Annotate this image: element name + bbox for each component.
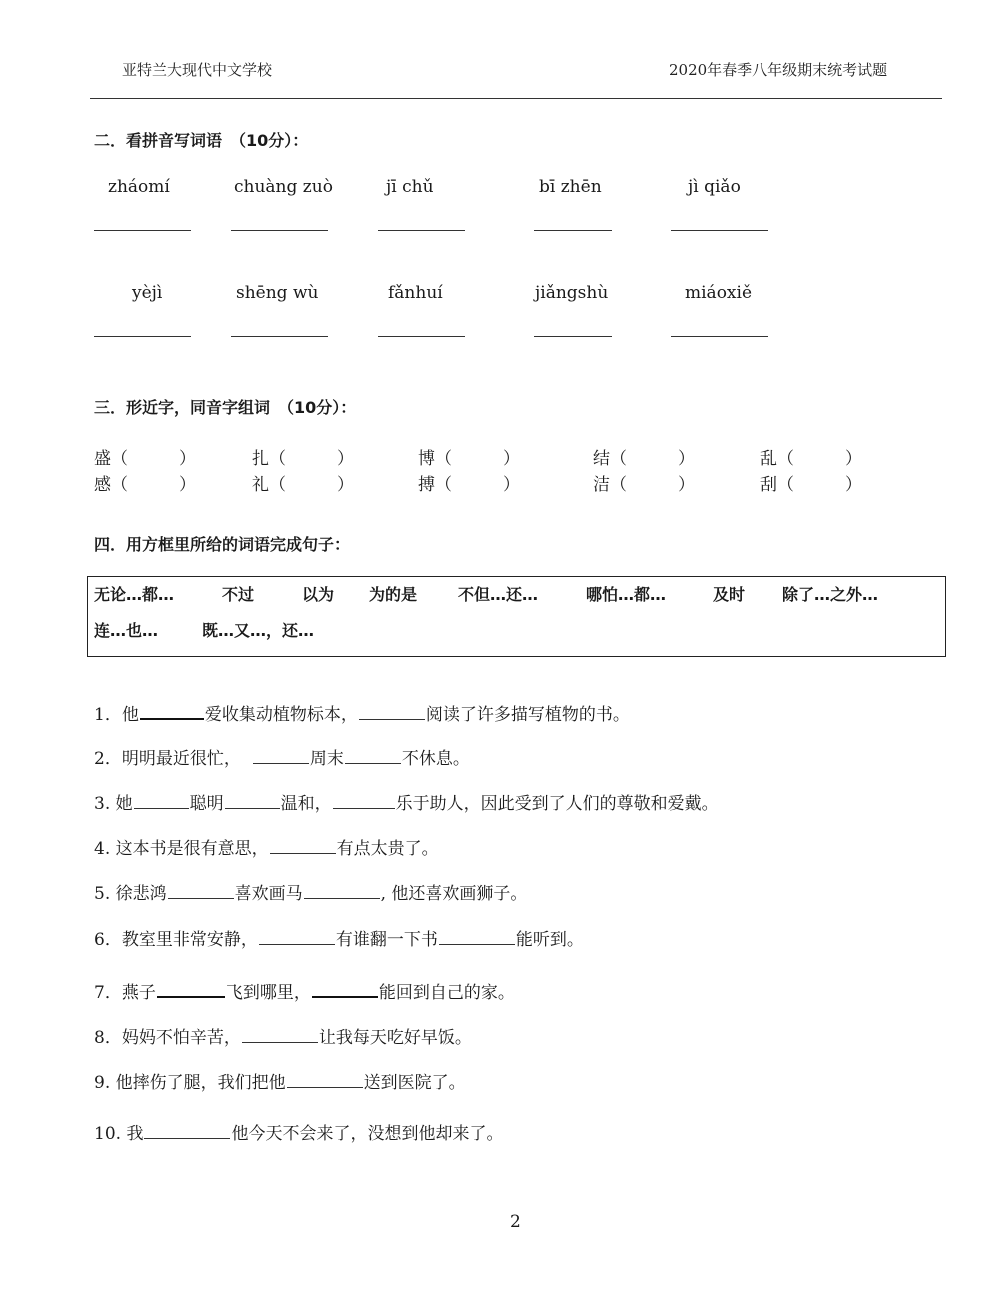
pinyin-item: jiǎngshù	[535, 283, 609, 303]
pinyin-item: chuàng zuò	[234, 177, 333, 197]
section2-title: 二．看拼音写词语 （10分）：	[94, 131, 309, 150]
char-item[interactable]: 扎（ ）	[252, 449, 354, 469]
answer-blank[interactable]	[534, 230, 612, 231]
answer-blank[interactable]	[231, 230, 328, 231]
pinyin-item: fǎnhuí	[388, 283, 443, 303]
answer-blank[interactable]	[333, 794, 395, 809]
question-6: 6．教室里非常安静， 有谁翻一下书 能听到。	[94, 930, 584, 950]
question-3: 3. 她 聪明 温和， 乐于助人，因此受到了人们的尊敬和爱戴。	[94, 794, 719, 814]
pinyin-item: jì qiǎo	[688, 177, 741, 197]
answer-blank[interactable]	[359, 705, 425, 720]
question-4: 4. 这本书是很有意思， 有点太贵了。	[94, 839, 439, 859]
answer-blank[interactable]	[259, 930, 335, 945]
question-10: 10. 我 他今天不会来了，没想到他却来了。	[94, 1124, 504, 1144]
pinyin-item: jī chǔ	[386, 177, 434, 197]
answer-blank[interactable]	[231, 336, 328, 337]
word-bank-item: 为的是	[369, 585, 418, 604]
page-number: 2	[510, 1212, 521, 1232]
word-bank-item: 不过	[222, 585, 255, 604]
char-item[interactable]: 博（ ）	[418, 449, 520, 469]
exam-title: 2020年春季八年级期末统考试题	[669, 61, 888, 79]
question-1: 1．他 爱收集动植物标本， 阅读了许多描写植物的书。	[94, 705, 630, 725]
char-item[interactable]: 礼（ ）	[252, 475, 354, 495]
answer-blank[interactable]	[304, 884, 380, 899]
answer-blank[interactable]	[345, 749, 401, 764]
question-8: 8．妈妈不怕辛苦， 让我每天吃好早饭。	[94, 1028, 472, 1048]
char-item[interactable]: 盛（ ）	[94, 449, 196, 469]
header-divider	[90, 98, 942, 99]
answer-blank[interactable]	[378, 336, 465, 337]
answer-blank[interactable]	[144, 1124, 230, 1139]
word-bank-item: 既…又…，还…	[202, 621, 315, 640]
pinyin-item: zháomí	[108, 177, 170, 197]
answer-blank[interactable]	[671, 230, 768, 231]
answer-blank[interactable]	[94, 336, 191, 337]
question-2: 2．明明最近很忙， 周末 不休息。	[94, 749, 470, 769]
section3-title: 三．形近字，同音字组词 （10分）：	[94, 398, 357, 417]
question-9: 9. 他摔伤了腿，我们把他 送到医院了。	[94, 1073, 466, 1093]
question-7: 7．燕子 飞到哪里， 能回到自己的家。	[94, 983, 515, 1003]
word-bank-item: 除了…之外…	[782, 585, 879, 604]
pinyin-item: bī zhēn	[539, 177, 602, 197]
answer-blank[interactable]	[225, 794, 280, 809]
answer-blank[interactable]	[534, 336, 612, 337]
answer-blank[interactable]	[140, 704, 204, 720]
answer-blank[interactable]	[134, 794, 189, 809]
word-bank-item: 无论…都…	[94, 585, 175, 604]
answer-blank[interactable]	[242, 1028, 318, 1043]
pinyin-item: miáoxiě	[685, 283, 753, 303]
answer-blank[interactable]	[312, 982, 378, 998]
word-bank-item: 哪怕…都…	[586, 585, 667, 604]
char-item[interactable]: 结（ ）	[593, 449, 695, 469]
char-item[interactable]: 搏（ ）	[418, 475, 520, 495]
word-bank-item: 以为	[302, 585, 335, 604]
school-name: 亚特兰大现代中文学校	[122, 61, 273, 79]
answer-blank[interactable]	[168, 884, 234, 899]
char-item[interactable]: 感（ ）	[94, 475, 196, 495]
answer-blank[interactable]	[378, 230, 465, 231]
char-item[interactable]: 洁（ ）	[593, 475, 695, 495]
section4-title: 四．用方框里所给的词语完成句子：	[94, 535, 351, 554]
answer-blank[interactable]	[287, 1073, 363, 1088]
word-bank-item: 连…也…	[94, 621, 159, 640]
answer-blank[interactable]	[439, 930, 515, 945]
answer-blank[interactable]	[94, 230, 191, 231]
word-bank-item: 不但…还…	[458, 585, 539, 604]
word-bank-item: 及时	[713, 585, 746, 604]
pinyin-item: shēng wù	[236, 283, 319, 303]
char-item[interactable]: 刮（ ）	[760, 475, 862, 495]
answer-blank[interactable]	[671, 336, 768, 337]
pinyin-item: yèjì	[132, 283, 163, 303]
answer-blank[interactable]	[270, 839, 336, 854]
answer-blank[interactable]	[253, 749, 309, 764]
char-item[interactable]: 乱（ ）	[760, 449, 862, 469]
question-5: 5. 徐悲鸿 喜欢画马 , 他还喜欢画狮子。	[94, 884, 528, 904]
answer-blank[interactable]	[157, 982, 225, 998]
